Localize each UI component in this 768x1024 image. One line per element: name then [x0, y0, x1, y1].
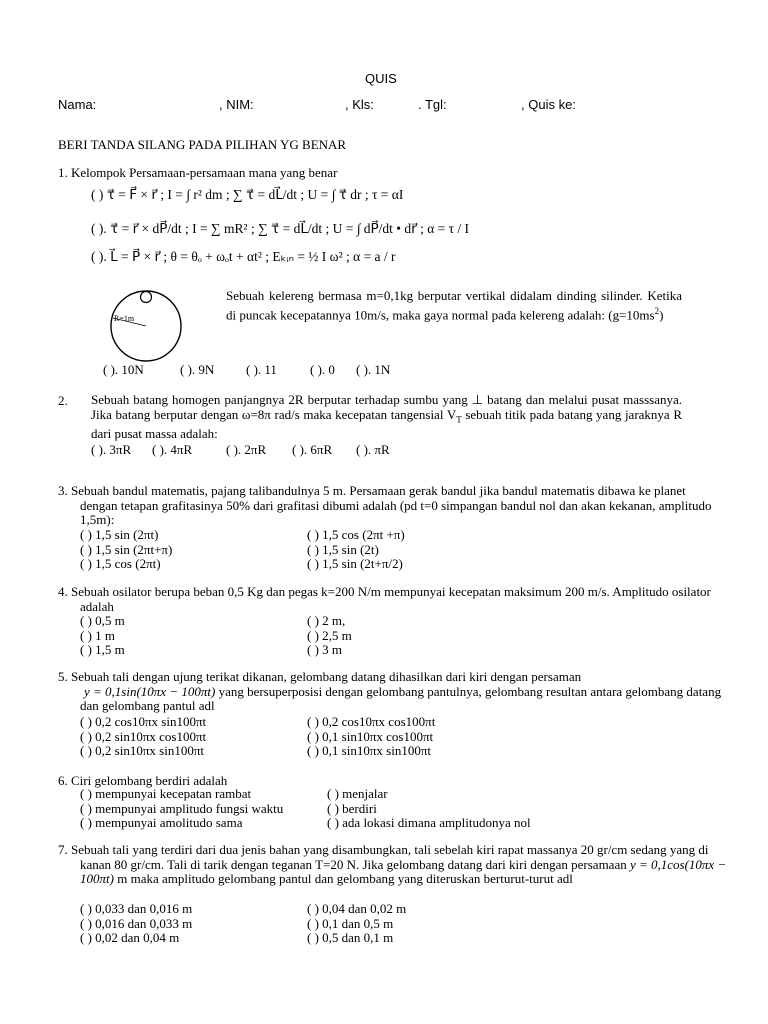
q7-option-f[interactable]: ( ) 0,5 dan 0,1 m: [307, 930, 394, 945]
q7-options-right: [307, 902, 406, 946]
q7-stem: [58, 843, 730, 887]
q7-options-left: [80, 902, 192, 946]
q7-option-e[interactable]: ( ) 0,1 dan 0,5 m: [307, 915, 394, 931]
q4-option-e[interactable]: ( ) 2,5 m: [307, 627, 352, 643]
q7-option-a[interactable]: ( ) 0,033 dan 0,016 m: [80, 901, 193, 916]
nama-label: Nama:: [58, 97, 97, 112]
q6-stem: 6. Ciri gelombang berdiri adalah: [58, 773, 228, 788]
q5-options-left: [80, 715, 206, 759]
q3-options-left: [80, 528, 172, 572]
q4-options-right: [307, 614, 352, 658]
q4-option-a[interactable]: ( ) 0,5 m: [80, 613, 125, 628]
q7-stem-main: 7. Sebuah tali yang terdiri dari dua jenis bahan yang disambungkan, tali sebelah kiri rapat massanya 20 gr/cm sedang yang di kanan 80 gr/cm. Tali di tarik dengan teganan T=20 N. Jika gelombang datang dari kiri dengan persamaan: [58, 842, 709, 872]
q6-option-d[interactable]: ( ) menjalar: [327, 786, 388, 801]
q2-stem-tail: sebuah titik pada batang yang jaraknya R dari pusat massa adalah:: [91, 406, 682, 441]
q7-equation: y = 0,1cos(10πx − 100πt): [80, 856, 727, 886]
q3-option-a[interactable]: ( ) 1,5 sin (2πt): [80, 527, 159, 542]
q7-option-b[interactable]: ( ) 0,016 dan 0,033 m: [80, 915, 193, 931]
q4-option-c[interactable]: ( ) 1,5 m: [80, 642, 125, 657]
q5-equation: y = 0,1sin(10πx − 100πt): [84, 683, 216, 699]
q1b-text-main: Sebuah kelereng bermasa m=0,1kg berputar vertikal didalam dinding silinder. Ketika di puncak kecepatannya 10m/s, maka gaya normal pada kelereng adalah: (g=10ms: [226, 288, 682, 322]
q7-option-c[interactable]: ( ) 0,02 dan 0,04 m: [80, 930, 180, 945]
quis-ke-label: , Quis ke:: [521, 97, 576, 112]
q6-option-c[interactable]: ( ) mempunyai amolitudo sama: [80, 815, 243, 830]
q2-option-1[interactable]: ( ). 3πR: [91, 442, 132, 457]
q1-option-c[interactable]: ( ). L⃗ = P⃗ × r⃗ ; θ = θₒ + ωₒt + αt² ; Eₖᵢₙ = ½ I ω² ; α = a / r: [91, 249, 396, 264]
q1b-text: [226, 289, 682, 322]
q1-option-a[interactable]: ( ) τ⃗ = F⃗ × r⃗ ; I = ∫ r² dm ; ∑ τ⃗ = dL⃗/dt ; U = ∫ τ⃗ dr ; τ = αI: [91, 187, 404, 202]
q6-options-right: [327, 787, 531, 831]
q5-option-a[interactable]: ( ) 0,2 cos10πx sin100πt: [80, 714, 207, 729]
q2-stem: [91, 393, 682, 441]
q1b-option-5[interactable]: ( ). 1N: [356, 362, 391, 377]
q4-option-f[interactable]: ( ) 3 m: [307, 642, 343, 657]
marble-circle: [141, 292, 152, 303]
q1-option-b[interactable]: ( ). τ⃗ = r⃗ × dP⃗/dt ; I = ∑ mR² ; ∑ τ⃗ = dL⃗/dt ; U = ∫ dP⃗/dt • dr⃗ ; α = τ / I: [91, 221, 470, 236]
q2-option-3[interactable]: ( ). 2πR: [226, 442, 267, 457]
q3-option-b[interactable]: ( ) 1,5 sin (2πt+π): [80, 541, 173, 557]
page-title: QUIS: [365, 71, 397, 86]
q3-option-c[interactable]: ( ) 1,5 cos (2πt): [80, 556, 161, 571]
q1b-option-4[interactable]: ( ). 0: [310, 362, 335, 377]
q4-option-b[interactable]: ( ) 1 m: [80, 627, 116, 643]
nim-label: , NIM:: [219, 97, 254, 112]
q4-options-left: [80, 614, 125, 658]
q1b-option-3[interactable]: ( ). 11: [246, 362, 277, 377]
q5-option-d[interactable]: ( ) 0,2 cos10πx cos100πt: [307, 714, 436, 729]
q7-option-d[interactable]: ( ) 0,04 dan 0,02 m: [307, 901, 407, 916]
q5-option-f[interactable]: ( ) 0,1 sin10πx sin100πt: [307, 743, 431, 758]
q5-stem-main: 5. Sebuah tali dengan ujung terikat dikanan, gelombang datang dihasilkan dari kiri dengan persaman: [58, 669, 582, 684]
q1-stem: 1. Kelompok Persamaan-persamaan mana yang benar: [58, 165, 338, 180]
q6-option-b[interactable]: ( ) mempunyai amplitudo fungsi waktu: [80, 800, 284, 816]
q2-stem-main: Sebuah batang homogen panjangnya 2R berputar terhadap sumbu yang ⊥ batang dan melalui pusat masssanya. Jika batang berputar dengan ω=8π rad/s maka kecepatan tangensial V: [91, 392, 682, 422]
q3-stem: 3. Sebuah bandul matematis, pajang talibandulnya 5 m. Persamaan gerak bandul jika bandul matematis dibawa ke planet dengan tetapan grafitasinya 50% dari grafitasi dibumi adalah (pd t=0 simpangan bandul nol dan akan kekanan, amplitudo 1,5m):: [58, 483, 712, 527]
q5-option-e[interactable]: ( ) 0,1 sin10πx cos100πt: [307, 728, 434, 744]
q5-stem-tail: yang bersuperposisi dengan gelombang pantulnya, gelombang resultan antara gelombang datang dan gelombang pantul adl: [80, 683, 722, 713]
q6-option-e[interactable]: ( ) berdiri: [327, 800, 377, 816]
q6-options-left: [80, 787, 283, 831]
q5-options-right: [307, 715, 435, 759]
q6-option-f[interactable]: ( ) ada lokasi dimana amplitudonya nol: [327, 815, 531, 830]
q3-option-d[interactable]: ( ) 1,5 cos (2πt +π): [307, 527, 405, 542]
q3-option-e[interactable]: ( ) 1,5 sin (2t): [307, 541, 379, 557]
q6-option-a[interactable]: ( ) mempunyai kecepatan rambat: [80, 786, 252, 801]
q5-option-c[interactable]: ( ) 0,2 sin10πx sin100πt: [80, 743, 204, 758]
q2-sub: T: [456, 414, 462, 425]
q2-option-4[interactable]: ( ). 6πR: [292, 442, 333, 457]
q4-stem: 4. Sebuah osilator berupa beban 0,5 Kg dan pegas k=200 N/m mempunyai kecepatan maksimum 200 m/s. Amplitudo osilator adalah: [58, 584, 711, 614]
q3-options-right: [307, 528, 405, 572]
q7-stem-tail: m maka amplitudo gelombang pantul dan gelombang yang diteruskan berturut-turut adl: [113, 871, 573, 886]
q1b-sup: 2: [654, 305, 660, 316]
cylinder-diagram: [108, 288, 188, 363]
q2-option-5[interactable]: ( ). πR: [356, 442, 390, 457]
q1b-option-1[interactable]: ( ). 10N: [103, 362, 144, 377]
q5-option-b[interactable]: ( ) 0,2 sin10πx cos100πt: [80, 728, 207, 744]
q5-stem: [58, 670, 740, 714]
q2-num: 2.: [58, 393, 68, 408]
q3-option-f[interactable]: ( ) 1,5 sin (2t+π/2): [307, 556, 403, 571]
q1b-close: ): [659, 306, 664, 322]
q4-option-d[interactable]: ( ) 2 m,: [307, 613, 346, 628]
instruction: BERI TANDA SILANG PADA PILIHAN YG BENAR: [58, 137, 347, 152]
kls-label: , Kls:: [345, 97, 374, 112]
q1b-option-2[interactable]: ( ). 9N: [180, 362, 215, 377]
tgl-label: . Tgl:: [418, 97, 447, 112]
q2-option-2[interactable]: ( ). 4πR: [152, 442, 193, 457]
radius-label: R=1m: [114, 314, 135, 323]
